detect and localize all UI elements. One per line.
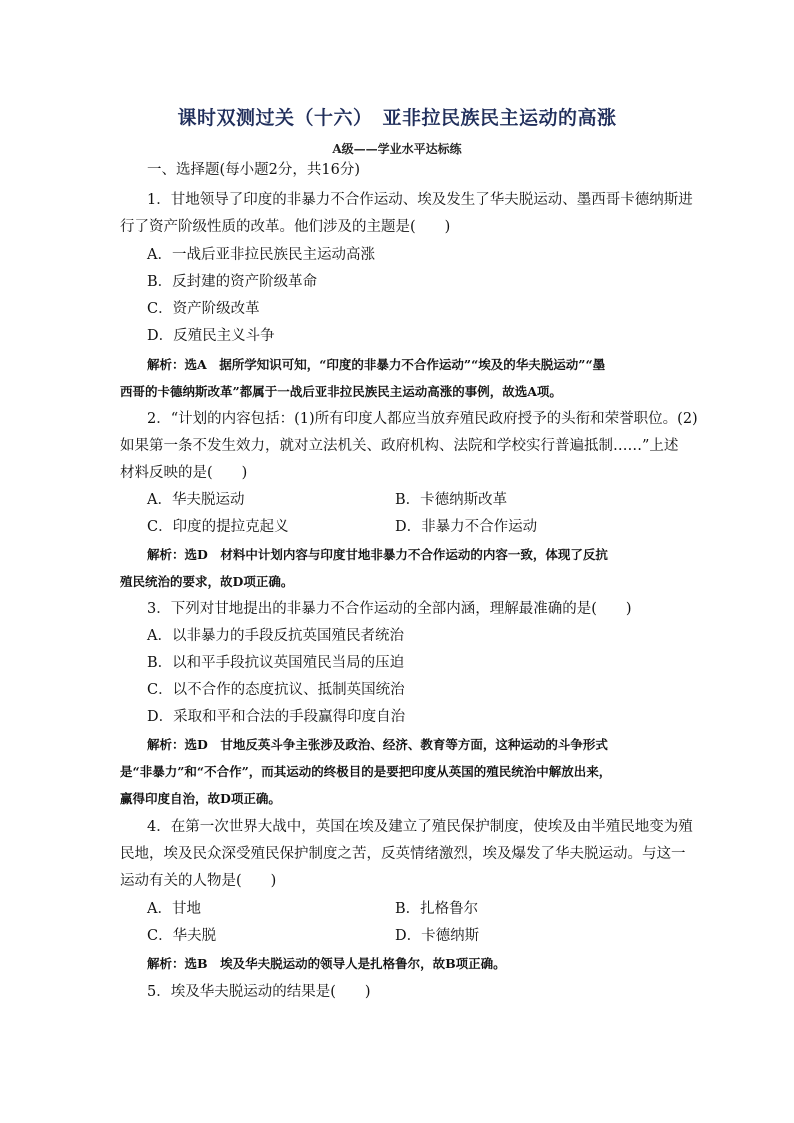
question-1-option-b: B．反封建的资产阶级革命 [147, 274, 318, 290]
question-1-stem-line: 1．甘地领导了印度的非暴力不合作运动、埃及发生了华夫脱运动、墨西哥卡德纳斯进 [147, 192, 693, 208]
question-2-stem-line: 材料反映的是( ) [120, 465, 248, 481]
question-2-analysis: 解析：选D 材料中计划内容与印度甘地非暴力不合作运动的内容一致，体现了反抗 [147, 547, 608, 562]
question-2-option-a: A．华夫脱运动 [147, 492, 245, 508]
question-3-analysis: 赢得印度自治，故D项正确。 [120, 791, 281, 806]
question-5-stem-line: 5．埃及华夫脱运动的结果是( ) [147, 984, 371, 1000]
question-1-analysis: 解析：选A 据所学知识可知，“印度的非暴力不合作运动”“埃及的华夫脱运动”“墨 [147, 357, 606, 372]
question-2-analysis: 殖民统治的要求，故D项正确。 [120, 574, 294, 589]
question-1-option-a: A．一战后亚非拉民族民主运动高涨 [147, 247, 375, 263]
question-4-stem-line: 民地，埃及民众深受殖民保护制度之苦，反英情绪激烈，埃及爆发了华夫脱运动。与这一 [120, 846, 686, 862]
question-4-option-a: A．甘地 [147, 901, 201, 917]
question-2-stem-line: 2．“计划的内容包括：(1)所有印度人都应当放弃殖民政府授予的头衔和荣誉职位。(2) [147, 411, 698, 427]
page-title: 课时双测过关（十六） 亚非拉民族民主运动的高涨 [177, 107, 617, 129]
question-3-option-b: B．以和平手段抗议英国殖民当局的压迫 [147, 655, 405, 671]
question-4-analysis: 解析：选B 埃及华夫脱运动的领导人是扎格鲁尔，故B项正确。 [147, 956, 506, 971]
section-heading: 一、选择题(每小题2分，共16分) [147, 162, 360, 178]
question-1-analysis: 西哥的卡德纳斯改革”都属于一战后亚非拉民族民主运动高涨的事例，故选A项。 [120, 384, 562, 399]
question-1-stem-line: 行了资产阶级性质的改革。他们涉及的主题是( ) [120, 219, 451, 235]
question-3-stem-line: 3．下列对甘地提出的非暴力不合作运动的全部内涵，理解最准确的是( ) [147, 601, 632, 617]
question-4-option-d: D．卡德纳斯 [395, 928, 480, 944]
question-4-option-c: C．华夫脱 [147, 928, 217, 944]
question-4-stem-line: 运动有关的人物是( ) [120, 873, 277, 889]
question-3-option-d: D．采取和平和合法的手段赢得印度自治 [147, 709, 406, 725]
question-3-analysis: 是“非暴力”和“不合作”，而其运动的终极目的是要把印度从英国的殖民统治中解放出来， [120, 764, 612, 779]
question-2-stem-line: 如果第一条不发生效力，就对立法机关、政府机构、法院和学校实行普遍抵制……”上述 [120, 438, 679, 454]
question-4-stem-line: 4．在第一次世界大战中，英国在埃及建立了殖民保护制度，使埃及由半殖民地变为殖 [147, 819, 693, 835]
question-3-option-c: C．以不合作的态度抗议、抵制英国统治 [147, 682, 405, 698]
question-1-option-c: C．资产阶级改革 [147, 301, 260, 317]
question-3-option-a: A．以非暴力的手段反抗英国殖民者统治 [147, 628, 404, 644]
question-2-option-b: B．卡德纳斯改革 [395, 492, 508, 508]
question-3-analysis: 解析：选D 甘地反英斗争主张涉及政治、经济、教育等方面，这种运动的斗争形式 [147, 737, 608, 752]
question-4-option-b: B．扎格鲁尔 [395, 901, 479, 917]
section-level-heading: A级——学业水平达标练 [332, 142, 462, 156]
question-2-option-c: C．印度的提拉克起义 [147, 519, 289, 535]
question-1-option-d: D．反殖民主义斗争 [147, 328, 275, 344]
question-2-option-d: D．非暴力不合作运动 [395, 519, 538, 535]
